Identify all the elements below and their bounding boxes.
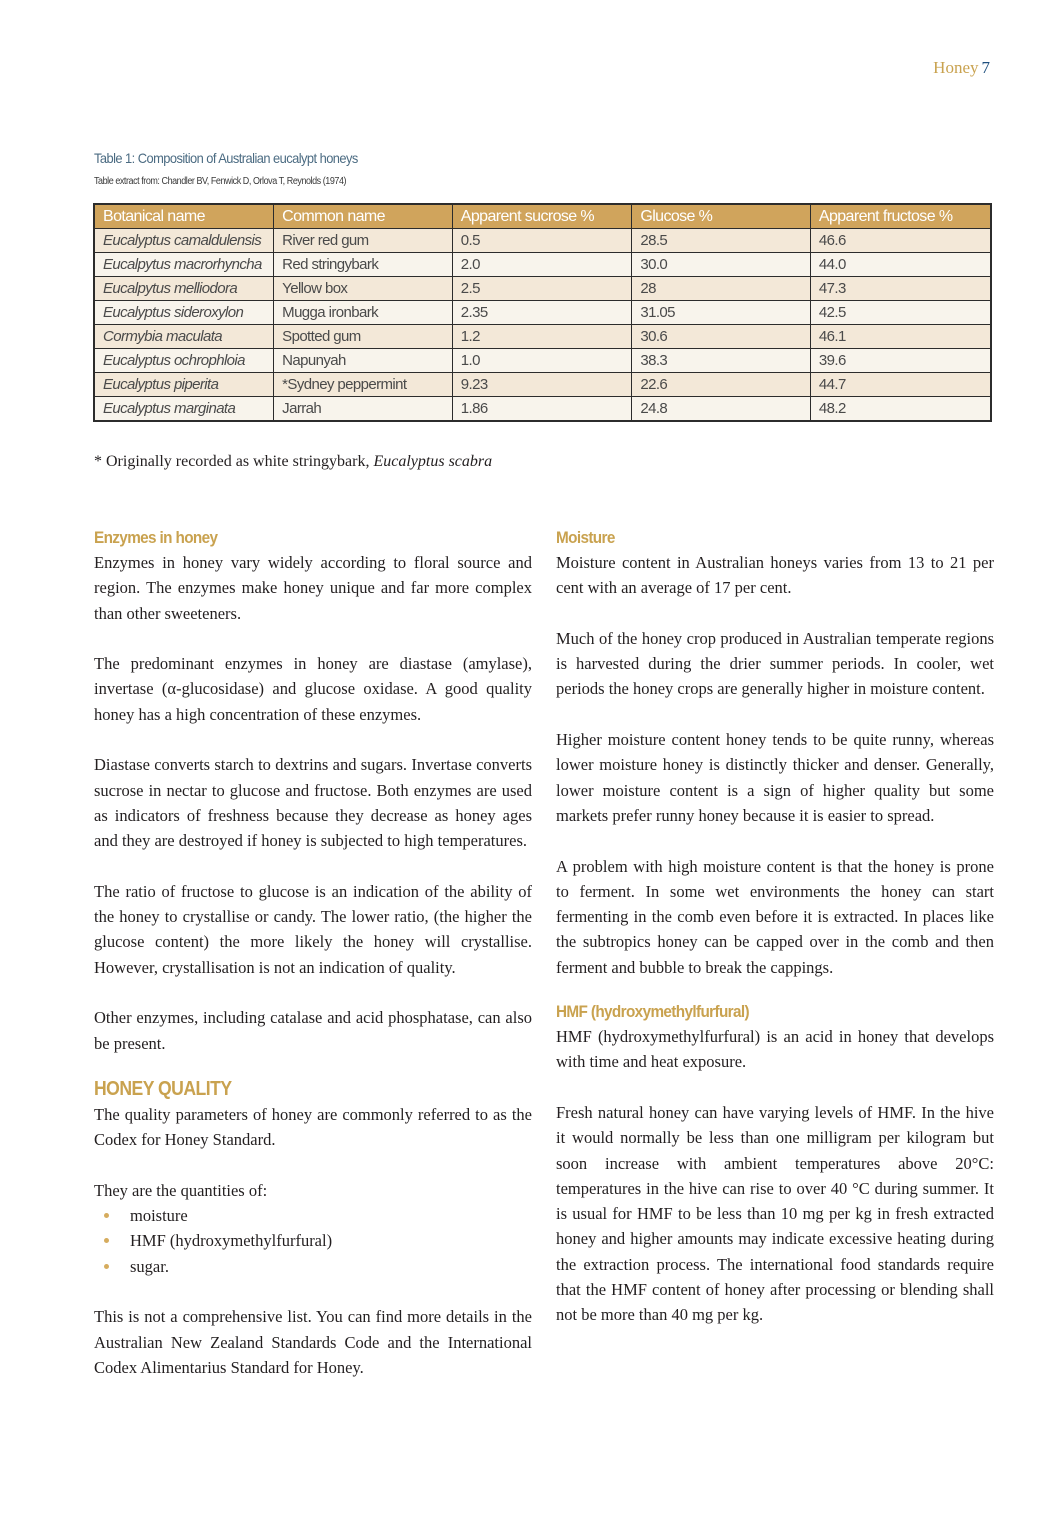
- table-row: [94, 349, 991, 373]
- cell-sucrose: 9.23: [452, 373, 632, 397]
- right-column: [556, 526, 994, 1328]
- cell-glucose: 28.5: [632, 229, 811, 253]
- cell-sucrose: 2.35: [452, 301, 632, 325]
- table-row: [94, 253, 991, 277]
- cell-botanical: Eucalyptus ochrophloia: [94, 349, 274, 373]
- cell-common: Napunyah: [274, 349, 453, 373]
- cell-glucose: 31.05: [632, 301, 811, 325]
- left-column: [94, 526, 532, 1380]
- running-head: [933, 58, 990, 78]
- table-row: [94, 229, 991, 253]
- cell-common: River red gum: [274, 229, 453, 253]
- cell-fructose: 46.1: [810, 325, 991, 349]
- cell-botanical: Cormybia maculata: [94, 325, 274, 349]
- table-footnote: [94, 453, 492, 471]
- cell-sucrose: 0.5: [452, 229, 632, 253]
- cell-common: Yellow box: [274, 277, 453, 301]
- moisture-paragraph-2: Much of the honey crop produced in Australian temperate regions is harvested during the drier summer periods. In cooler, wet periods the honey crops are generally higher in moisture content.: [556, 628, 994, 699]
- moisture-paragraph-3: Higher moisture content honey tends to be quite runny, whereas lower moisture honey is distinctly thicker and denser. Generally, lower moisture content is a sign of higher quality but some markets prefer runny honey because it is easier to spread.: [556, 730, 994, 825]
- cell-fructose: 42.5: [810, 301, 991, 325]
- cell-botanical: Eucalyptus piperita: [94, 373, 274, 397]
- hmf-paragraph-2: Fresh natural honey can have varying levels of HMF. In the hive it would normally be less than one milligram per kilogram but soon increase with ambient temperatures above 20°C: temperatures in the hive can rise to over 40 °C during summer. It is usual for HMF to be less than 10 mg per kg in fresh extracted honey and higher amounts may indicate excessive heating during the extraction process. The international food standards require that the HMF content of honey after processing or blending shall not be more than 40 mg per kg.: [556, 1102, 994, 1325]
- header-apparent-sucrose: Apparent sucrose %: [452, 204, 632, 229]
- table-caption: Table 1: Composition of Australian eucalypt honeys: [94, 150, 358, 166]
- cell-glucose: 30.6: [632, 325, 811, 349]
- quality-paragraph-2: They are the quantities of:: [94, 1180, 268, 1200]
- cell-botanical: Eucalyptus marginata: [94, 397, 274, 422]
- header-apparent-fructose: Apparent fructose %: [810, 204, 991, 229]
- hmf-heading: HMF (hydroxymethylfurfural): [556, 1002, 749, 1022]
- page-number: 7: [981, 58, 990, 77]
- cell-fructose: 48.2: [810, 397, 991, 422]
- bullet-icon: [104, 1264, 109, 1269]
- list-item: HMF (hydroxymethylfurfural): [94, 1228, 532, 1253]
- bullet-icon: [104, 1213, 109, 1218]
- cell-fructose: 44.0: [810, 253, 991, 277]
- list-item: sugar.: [94, 1254, 532, 1279]
- footnote-species: Eucalyptus scabra: [373, 453, 493, 470]
- honey-quality-heading: HONEY QUALITY: [94, 1077, 232, 1100]
- table-row: [94, 277, 991, 301]
- enzymes-paragraph-5: Other enzymes, including catalase and acid phosphatase, can also be present.: [94, 1008, 532, 1053]
- enzymes-paragraph-4: The ratio of fructose to glucose is an indication of the ability of the honey to crystallise or candy. The lower ratio, (the higher the glucose content) the more likely the honey will crystallise. However, crystallisation is not an indication of quality.: [94, 881, 532, 977]
- cell-sucrose: 1.86: [452, 397, 632, 422]
- enzymes-paragraph-3: Diastase converts starch to dextrins and sugars. Invertase converts sucrose in nectar to glucose and fructose. Both enzymes are used as indicators of freshness because they decrease as honey ages and they are destroyed if honey is subjected to high temperatures.: [94, 755, 532, 851]
- cell-sucrose: 1.0: [452, 349, 632, 373]
- cell-fructose: 39.6: [810, 349, 991, 373]
- cell-glucose: 28: [632, 277, 811, 301]
- cell-glucose: 24.8: [632, 397, 811, 422]
- moisture-paragraph-4: A problem with high moisture content is that the honey is prone to ferment. In some wet environments the honey can start fermenting in the comb even before it is extracted. In places like the subtropics honey can be capped over in the comb and then ferment and bubble to break the cappings.: [556, 856, 994, 977]
- cell-sucrose: 1.2: [452, 325, 632, 349]
- cell-botanical: Eucalyptus sideroxylon: [94, 301, 274, 325]
- bullet-icon: [104, 1238, 109, 1243]
- cell-botanical: Eucalpytus melliodora: [94, 277, 274, 301]
- header-glucose: Glucose %: [632, 204, 811, 229]
- cell-common: Jarrah: [274, 397, 453, 422]
- running-head-title: Honey: [933, 58, 979, 77]
- table-row: [94, 325, 991, 349]
- cell-glucose: 38.3: [632, 349, 811, 373]
- footnote-text: * Originally recorded as white stringybark,: [94, 453, 374, 470]
- cell-botanical: Eucalpytus macrorhyncha: [94, 253, 274, 277]
- quality-paragraph-1: The quality parameters of honey are commonly referred to as the Codex for Honey Standard.: [94, 1104, 532, 1150]
- cell-fructose: 44.7: [810, 373, 991, 397]
- quality-list: [94, 1203, 532, 1279]
- enzymes-heading: Enzymes in honey: [94, 528, 218, 547]
- header-botanical-name: Botanical name: [94, 204, 274, 229]
- list-item: moisture: [94, 1203, 532, 1228]
- cell-common: Red stringybark: [274, 253, 453, 277]
- moisture-heading: Moisture: [556, 528, 615, 547]
- table-row: [94, 301, 991, 325]
- table-row: [94, 397, 991, 422]
- composition-table: [93, 203, 992, 422]
- cell-glucose: 30.0: [632, 253, 811, 277]
- cell-glucose: 22.6: [632, 373, 811, 397]
- enzymes-paragraph-1: Enzymes in honey vary widely according to floral source and region. The enzymes make honey unique and far more complex than other sweeteners.: [94, 553, 532, 623]
- hmf-paragraph-1: HMF (hydroxymethylfurfural) is an acid in honey that develops with time and heat exposure.: [556, 1027, 994, 1072]
- cell-sucrose: 2.5: [452, 277, 632, 301]
- cell-sucrose: 2.0: [452, 253, 632, 277]
- header-common-name: Common name: [274, 204, 453, 229]
- enzymes-paragraph-2: The predominant enzymes in honey are diastase (amylase), invertase (α-glucosidase) and glucose oxidase. A good quality honey has a high concentration of these enzymes.: [94, 654, 532, 724]
- table-row: [94, 373, 991, 397]
- quality-paragraph-3: This is not a comprehensive list. You can find more details in the Australian New Zealand Standards Code and the International Codex Alimentarius Standard for Honey.: [94, 1307, 532, 1377]
- cell-fructose: 47.3: [810, 277, 991, 301]
- table-source: Table extract from: Chandler BV, Fenwick D, Orlova T, Reynolds (1974): [94, 176, 347, 187]
- cell-common: *Sydney peppermint: [274, 373, 453, 397]
- cell-fructose: 46.6: [810, 229, 991, 253]
- moisture-paragraph-1: Moisture content in Australian honeys varies from 13 to 21 per cent with an average of 17 per cent.: [556, 553, 994, 598]
- cell-botanical: Eucalyptus camaldulensis: [94, 229, 274, 253]
- cell-common: Mugga ironbark: [274, 301, 453, 325]
- table-header-row: [94, 204, 991, 229]
- cell-common: Spotted gum: [274, 325, 453, 349]
